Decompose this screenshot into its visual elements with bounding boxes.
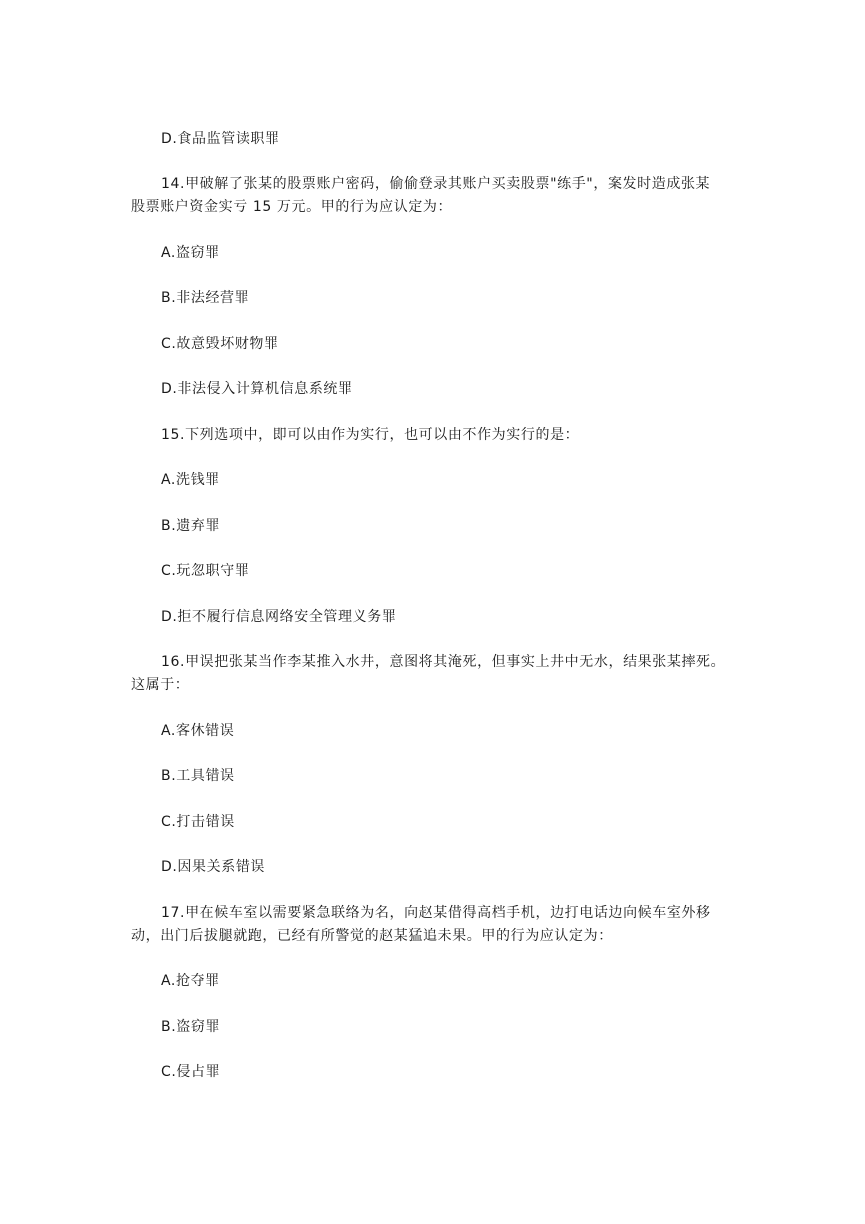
q16-option-c: C.打击错误: [161, 814, 235, 830]
q16-option-d: D.因果关系错误: [161, 859, 266, 875]
q17-option-c: C.侵占罪: [161, 1064, 221, 1080]
q17-option-b: B.盗窃罪: [161, 1019, 221, 1035]
q14-stem-line1: 14.甲破解了张某的股票账户密码，偷偷登录其账户买卖股票"练手"，案发时造成张某: [161, 176, 711, 192]
q13-option-d: D.食品监管读职罪: [161, 131, 280, 147]
q14-option-b: B.非法经营罪: [161, 290, 250, 306]
q15-option-c: C.玩忽职守罪: [161, 563, 250, 579]
q16-option-b: B.工具错误: [161, 768, 235, 784]
q14-option-d: D.非法侵入计算机信息系统罪: [161, 381, 353, 397]
q15-stem-line1: 15.下列选项中，即可以由作为实行，也可以由不作为实行的是：: [161, 427, 580, 443]
q17-option-a: A.抢夺罪: [161, 973, 220, 989]
q17-stem-line2: 动，出门后拔腿就跑，已经有所警觉的赵某猛追未果。甲的行为应认定为：: [131, 928, 613, 944]
q14-option-c: C.故意毁坏财物罪: [161, 336, 279, 352]
q16-option-a: A.客休错误: [161, 723, 235, 739]
q17-stem-line1: 17.甲在候车室以需要紧急联络为名，向赵某借得高档手机，边打电话边向候车室外移: [161, 905, 711, 921]
q15-option-a: A.洗钱罪: [161, 472, 220, 488]
q14-option-a: A.盗窃罪: [161, 245, 220, 261]
q16-stem-line2: 这属于：: [131, 677, 190, 693]
q16-stem-line1: 16.甲误把张某当作李某推入水井，意图将其淹死，但事实上井中无水，结果张某摔死。: [161, 654, 726, 670]
q15-option-d: D.拒不履行信息网络安全管理义务罪: [161, 609, 397, 625]
q15-option-b: B.遗弃罪: [161, 518, 221, 534]
q14-stem-line2: 股票账户资金实亏 15 万元。甲的行为应认定为：: [131, 199, 453, 215]
